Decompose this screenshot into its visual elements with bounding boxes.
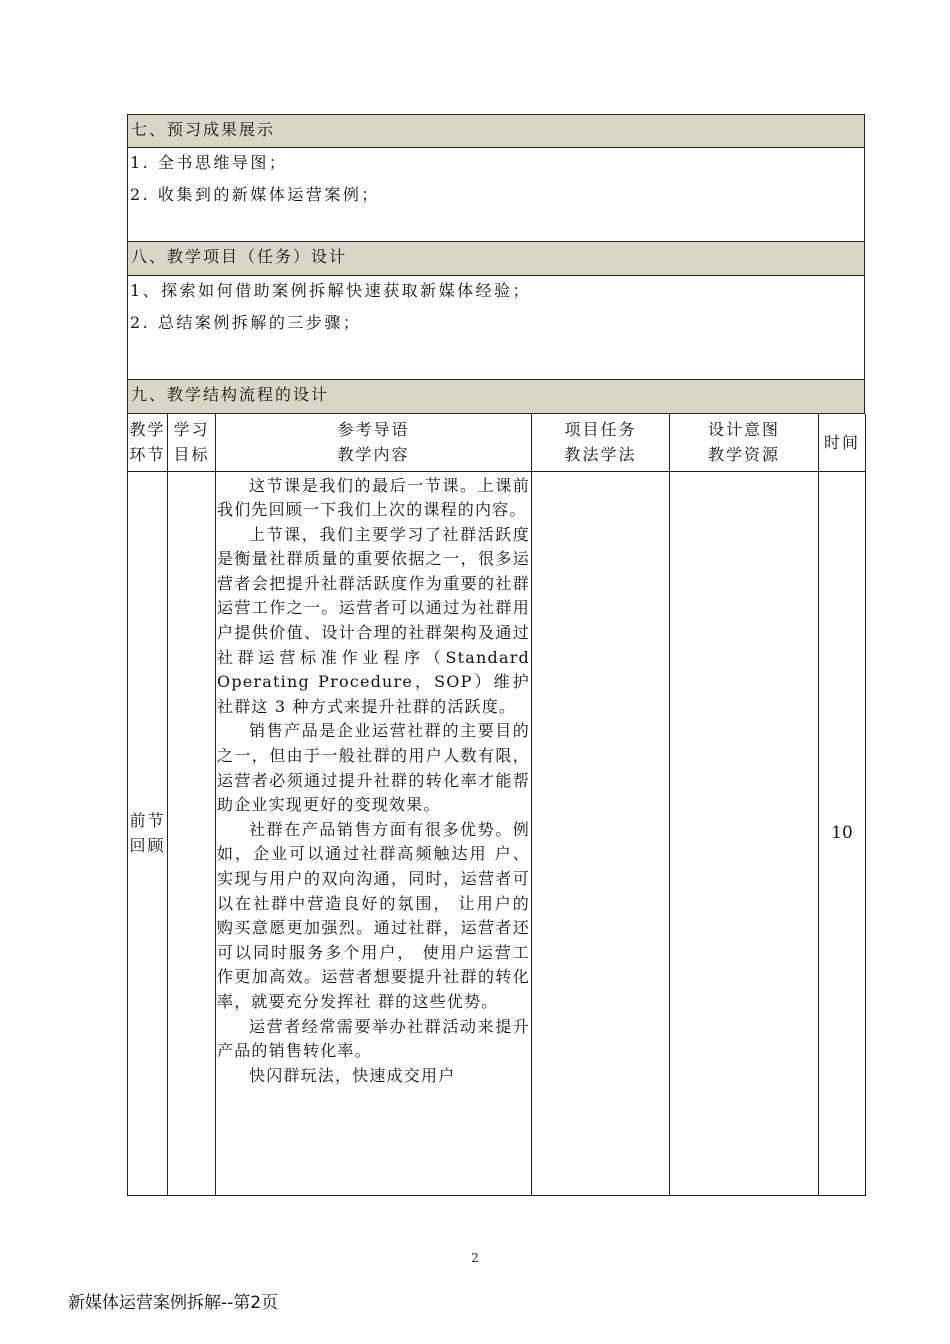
section-7-content <box>127 148 865 242</box>
section-8-item: 2. 总结案例拆解的三步骤； <box>130 313 362 332</box>
header-goal-line: 目标 <box>173 445 210 465</box>
content-paragraph: 上节课，我们主要学习了社群活跃度是衡量社群质量的重要依据之一，很多运营者会把提升社群活跃度作为重要的社群运营工作之一。运营者可以通过为社群用户提供价值、设计合理的社群架构及通过社群运营标准作业程序（Standard Operating Procedure，SOP）维护社群这 3 种方式来提升社群的活跃度。 <box>217 524 530 716</box>
content-paragraph: 销售产品是企业运营社群的主要目的之一，但由于一般社群的用户人数有限，运营者必须通过提升社群的转化率才能帮助企业实现更好的变现效果。 <box>217 721 530 815</box>
header-time-label: 时间 <box>823 432 860 452</box>
section-8-title: 八、教学项目（任务）设计 <box>127 242 865 276</box>
header-guide-line: 教学内容 <box>337 445 410 465</box>
section-8-item: 1、探索如何借助案例拆解快速获取新媒体经验； <box>130 281 532 300</box>
section-7-item: 2. 收集到的新媒体运营案例； <box>130 185 380 204</box>
header-goal <box>168 414 216 471</box>
section-7-title: 七、预习成果展示 <box>127 114 865 148</box>
content-paragraph: 这节课是我们的最后一节课。上课前我们先回顾一下我们上次的课程的内容。 <box>217 475 530 520</box>
header-design-line: 教学资源 <box>707 445 780 465</box>
row-stage-line: 前节 <box>129 811 166 830</box>
lesson-plan-sheet <box>127 114 865 1196</box>
row-goal <box>168 471 216 1195</box>
header-task <box>532 414 670 471</box>
table-header-row <box>128 414 866 471</box>
page-footer: 新媒体运营案例拆解--第2页 <box>68 1293 279 1313</box>
section-8-content <box>127 276 865 380</box>
header-guide-line: 参考导语 <box>337 420 410 440</box>
header-task-line: 教法学法 <box>564 445 637 465</box>
header-goal-line: 学习 <box>173 420 210 440</box>
row-task <box>532 471 670 1195</box>
row-stage-line: 回顾 <box>129 836 166 855</box>
header-stage <box>128 414 168 471</box>
header-stage-line: 教学 <box>129 420 166 440</box>
header-design <box>670 414 819 471</box>
content-paragraph: 快闪群玩法，快速成交用户 <box>249 1065 456 1085</box>
row-content <box>216 471 532 1195</box>
content-paragraph: 社群在产品销售方面有很多优势。例如，企业可以通过社群高频触达用 户、实现与用户的双向沟通，同时，运营者可以在社群中营造良好的氛围， 让用户的购买意愿更加强烈。通过社群，运营者还可以同时服务多个用户， 使用户运营工作更加高效。运营者想要提升社群的转化率，就要充分发挥社 群的这些优势。 <box>217 819 530 1011</box>
header-stage-line: 环节 <box>129 445 166 465</box>
teaching-flow-table <box>127 414 866 1196</box>
header-guide <box>216 414 532 471</box>
row-stage <box>128 471 168 1195</box>
table-row <box>128 471 866 1195</box>
row-design <box>670 471 819 1195</box>
row-time: 10 <box>819 471 866 1195</box>
section-9-title: 九、教学结构流程的设计 <box>127 380 865 414</box>
page-number: 2 <box>471 1251 479 1265</box>
header-time <box>819 414 866 471</box>
content-paragraph: 运营者经常需要举办社群活动来提升产品的销售转化率。 <box>217 1016 530 1061</box>
header-task-line: 项目任务 <box>564 420 637 440</box>
header-design-line: 设计意图 <box>707 420 780 440</box>
section-7-item: 1. 全书思维导图； <box>130 153 288 172</box>
